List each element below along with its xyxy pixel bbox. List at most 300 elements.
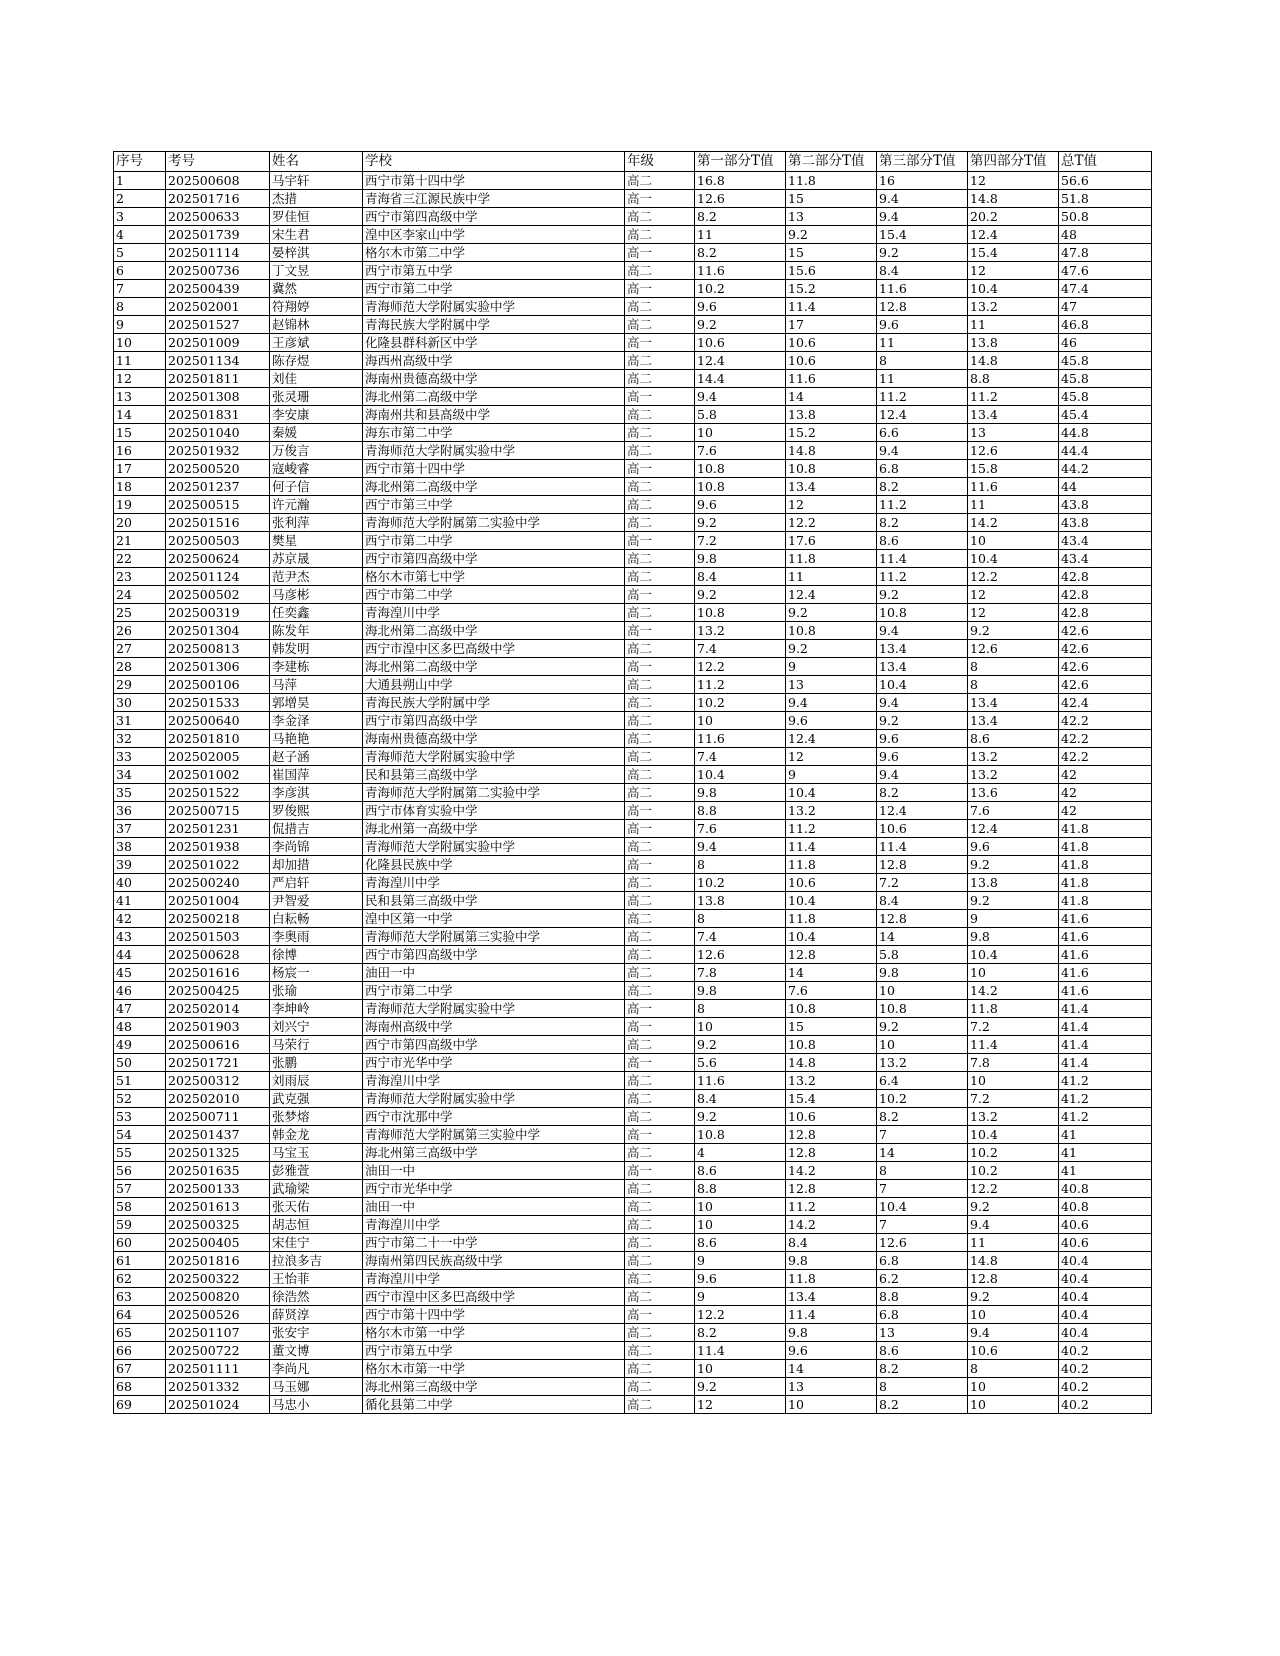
cell-total-t: 41.8 bbox=[1059, 820, 1152, 838]
cell-name: 李金泽 bbox=[270, 712, 363, 730]
cell-grade: 高一 bbox=[625, 820, 695, 838]
cell-exam-no: 202500813 bbox=[166, 640, 270, 658]
cell-grade: 高一 bbox=[625, 388, 695, 406]
cell-total-t: 41.4 bbox=[1059, 1036, 1152, 1054]
cell-seq: 53 bbox=[114, 1108, 166, 1126]
cell-grade: 高二 bbox=[625, 1324, 695, 1342]
cell-part3-t: 9.4 bbox=[877, 622, 968, 640]
cell-seq: 7 bbox=[114, 280, 166, 298]
cell-school: 格尔木市第二中学 bbox=[363, 244, 625, 262]
table-row bbox=[114, 1108, 1152, 1126]
table-row bbox=[114, 172, 1152, 190]
cell-school: 海南州贵德高级中学 bbox=[363, 370, 625, 388]
cell-part3-t: 6.6 bbox=[877, 424, 968, 442]
cell-grade: 高二 bbox=[625, 946, 695, 964]
cell-part1-t: 13.2 bbox=[695, 622, 786, 640]
cell-grade: 高二 bbox=[625, 424, 695, 442]
cell-part3-t: 11.2 bbox=[877, 388, 968, 406]
cell-part4-t: 12.4 bbox=[968, 226, 1059, 244]
cell-part3-t: 16 bbox=[877, 172, 968, 190]
table-row bbox=[114, 1324, 1152, 1342]
cell-total-t: 43.4 bbox=[1059, 550, 1152, 568]
table-row bbox=[114, 766, 1152, 784]
cell-school: 西宁市第二中学 bbox=[363, 280, 625, 298]
cell-part1-t: 4 bbox=[695, 1144, 786, 1162]
cell-part3-t: 7 bbox=[877, 1216, 968, 1234]
cell-part1-t: 9.6 bbox=[695, 298, 786, 316]
cell-name: 晏梓淇 bbox=[270, 244, 363, 262]
cell-seq: 32 bbox=[114, 730, 166, 748]
cell-part1-t: 8.2 bbox=[695, 208, 786, 226]
cell-part1-t: 9.4 bbox=[695, 838, 786, 856]
cell-part2-t: 11.4 bbox=[786, 1306, 877, 1324]
cell-part3-t: 11.2 bbox=[877, 496, 968, 514]
cell-exam-no: 202501932 bbox=[166, 442, 270, 460]
cell-part4-t: 9.2 bbox=[968, 622, 1059, 640]
cell-exam-no: 202500722 bbox=[166, 1342, 270, 1360]
cell-seq: 55 bbox=[114, 1144, 166, 1162]
cell-grade: 高二 bbox=[625, 1288, 695, 1306]
cell-part3-t: 9.6 bbox=[877, 316, 968, 334]
table-row bbox=[114, 730, 1152, 748]
table-row bbox=[114, 1072, 1152, 1090]
cell-part4-t: 13.8 bbox=[968, 874, 1059, 892]
cell-part4-t: 13.2 bbox=[968, 298, 1059, 316]
cell-part3-t: 9.6 bbox=[877, 748, 968, 766]
cell-exam-no: 202501739 bbox=[166, 226, 270, 244]
cell-part4-t: 14.8 bbox=[968, 190, 1059, 208]
cell-grade: 高二 bbox=[625, 874, 695, 892]
cell-total-t: 41.6 bbox=[1059, 910, 1152, 928]
cell-school: 西宁市光华中学 bbox=[363, 1054, 625, 1072]
cell-part3-t: 12.4 bbox=[877, 802, 968, 820]
cell-seq: 24 bbox=[114, 586, 166, 604]
cell-seq: 45 bbox=[114, 964, 166, 982]
cell-school: 西宁市第二中学 bbox=[363, 982, 625, 1000]
cell-part1-t: 11.6 bbox=[695, 262, 786, 280]
table-row bbox=[114, 370, 1152, 388]
cell-part2-t: 12.8 bbox=[786, 1126, 877, 1144]
cell-school: 西宁市第三中学 bbox=[363, 496, 625, 514]
table-row bbox=[114, 802, 1152, 820]
header-row bbox=[114, 152, 1152, 172]
cell-grade: 高二 bbox=[625, 748, 695, 766]
cell-exam-no: 202500608 bbox=[166, 172, 270, 190]
cell-total-t: 47.8 bbox=[1059, 244, 1152, 262]
cell-name: 马彦彬 bbox=[270, 586, 363, 604]
cell-part2-t: 10.6 bbox=[786, 874, 877, 892]
cell-part1-t: 8 bbox=[695, 910, 786, 928]
column-header-part3-t: 第三部分T值 bbox=[877, 152, 968, 172]
cell-part3-t: 8 bbox=[877, 352, 968, 370]
cell-grade: 高一 bbox=[625, 532, 695, 550]
cell-part2-t: 12.4 bbox=[786, 586, 877, 604]
cell-part1-t: 16.8 bbox=[695, 172, 786, 190]
cell-seq: 49 bbox=[114, 1036, 166, 1054]
cell-total-t: 50.8 bbox=[1059, 208, 1152, 226]
cell-part4-t: 8 bbox=[968, 676, 1059, 694]
cell-exam-no: 202501616 bbox=[166, 964, 270, 982]
cell-total-t: 44.4 bbox=[1059, 442, 1152, 460]
cell-part4-t: 12 bbox=[968, 586, 1059, 604]
cell-part1-t: 9.8 bbox=[695, 784, 786, 802]
cell-name: 马忠小 bbox=[270, 1396, 363, 1414]
cell-name: 张安宇 bbox=[270, 1324, 363, 1342]
cell-part4-t: 10 bbox=[968, 1306, 1059, 1324]
cell-seq: 42 bbox=[114, 910, 166, 928]
cell-grade: 高二 bbox=[625, 982, 695, 1000]
table-row bbox=[114, 1018, 1152, 1036]
cell-part2-t: 13 bbox=[786, 1378, 877, 1396]
cell-seq: 22 bbox=[114, 550, 166, 568]
cell-part2-t: 10.6 bbox=[786, 1108, 877, 1126]
cell-school: 海北州第二高级中学 bbox=[363, 622, 625, 640]
cell-seq: 13 bbox=[114, 388, 166, 406]
cell-part3-t: 13.4 bbox=[877, 640, 968, 658]
cell-part4-t: 14.8 bbox=[968, 1252, 1059, 1270]
cell-total-t: 40.6 bbox=[1059, 1234, 1152, 1252]
cell-part1-t: 9.8 bbox=[695, 550, 786, 568]
cell-total-t: 41.4 bbox=[1059, 1054, 1152, 1072]
cell-exam-no: 202501613 bbox=[166, 1198, 270, 1216]
cell-part4-t: 9.6 bbox=[968, 838, 1059, 856]
cell-part2-t: 9.6 bbox=[786, 1342, 877, 1360]
cell-part1-t: 11.4 bbox=[695, 1342, 786, 1360]
cell-school: 循化县第二中学 bbox=[363, 1396, 625, 1414]
cell-part4-t: 13.6 bbox=[968, 784, 1059, 802]
cell-part2-t: 11 bbox=[786, 568, 877, 586]
cell-part2-t: 14.2 bbox=[786, 1162, 877, 1180]
cell-part2-t: 11.2 bbox=[786, 820, 877, 838]
cell-school: 青海省三江源民族中学 bbox=[363, 190, 625, 208]
cell-part3-t: 11.6 bbox=[877, 280, 968, 298]
cell-part1-t: 8.4 bbox=[695, 568, 786, 586]
cell-name: 薛贤淳 bbox=[270, 1306, 363, 1324]
cell-grade: 高二 bbox=[625, 1180, 695, 1198]
cell-part1-t: 10.8 bbox=[695, 604, 786, 622]
cell-grade: 高二 bbox=[625, 604, 695, 622]
cell-school: 化隆县群科新区中学 bbox=[363, 334, 625, 352]
cell-part3-t: 14 bbox=[877, 1144, 968, 1162]
cell-total-t: 42.8 bbox=[1059, 586, 1152, 604]
cell-part4-t: 13.8 bbox=[968, 334, 1059, 352]
cell-part1-t: 7.8 bbox=[695, 964, 786, 982]
cell-part2-t: 17 bbox=[786, 316, 877, 334]
cell-exam-no: 202501903 bbox=[166, 1018, 270, 1036]
cell-exam-no: 202501437 bbox=[166, 1126, 270, 1144]
cell-part3-t: 14 bbox=[877, 928, 968, 946]
cell-exam-no: 202500526 bbox=[166, 1306, 270, 1324]
cell-part3-t: 9.4 bbox=[877, 190, 968, 208]
table-row bbox=[114, 1270, 1152, 1288]
cell-name: 刘兴宁 bbox=[270, 1018, 363, 1036]
cell-name: 白耘畅 bbox=[270, 910, 363, 928]
cell-grade: 高二 bbox=[625, 406, 695, 424]
cell-seq: 3 bbox=[114, 208, 166, 226]
cell-part3-t: 12.8 bbox=[877, 856, 968, 874]
cell-part1-t: 14.4 bbox=[695, 370, 786, 388]
cell-exam-no: 202501111 bbox=[166, 1360, 270, 1378]
cell-exam-no: 202500736 bbox=[166, 262, 270, 280]
cell-part2-t: 7.6 bbox=[786, 982, 877, 1000]
cell-name: 却加措 bbox=[270, 856, 363, 874]
table-row bbox=[114, 1198, 1152, 1216]
cell-grade: 高二 bbox=[625, 910, 695, 928]
cell-total-t: 41.2 bbox=[1059, 1072, 1152, 1090]
cell-part1-t: 9.2 bbox=[695, 586, 786, 604]
column-header-seq: 序号 bbox=[114, 152, 166, 172]
cell-total-t: 41.8 bbox=[1059, 892, 1152, 910]
cell-seq: 26 bbox=[114, 622, 166, 640]
cell-school: 西宁市沈那中学 bbox=[363, 1108, 625, 1126]
cell-part2-t: 11.8 bbox=[786, 550, 877, 568]
cell-total-t: 47 bbox=[1059, 298, 1152, 316]
cell-total-t: 41.4 bbox=[1059, 1018, 1152, 1036]
cell-school: 青海师范大学附属实验中学 bbox=[363, 748, 625, 766]
cell-name: 罗俊熙 bbox=[270, 802, 363, 820]
cell-seq: 2 bbox=[114, 190, 166, 208]
cell-school: 西宁市第四高级中学 bbox=[363, 208, 625, 226]
cell-part2-t: 12 bbox=[786, 496, 877, 514]
cell-grade: 高二 bbox=[625, 892, 695, 910]
cell-school: 油田一中 bbox=[363, 1162, 625, 1180]
cell-grade: 高二 bbox=[625, 694, 695, 712]
cell-grade: 高一 bbox=[625, 1018, 695, 1036]
cell-grade: 高二 bbox=[625, 568, 695, 586]
cell-part2-t: 13.8 bbox=[786, 406, 877, 424]
cell-part4-t: 14.2 bbox=[968, 514, 1059, 532]
cell-grade: 高二 bbox=[625, 352, 695, 370]
table-row bbox=[114, 244, 1152, 262]
cell-grade: 高二 bbox=[625, 1342, 695, 1360]
cell-part4-t: 12.6 bbox=[968, 442, 1059, 460]
cell-part2-t: 11.8 bbox=[786, 910, 877, 928]
cell-seq: 4 bbox=[114, 226, 166, 244]
cell-total-t: 45.8 bbox=[1059, 388, 1152, 406]
cell-part4-t: 20.2 bbox=[968, 208, 1059, 226]
cell-part2-t: 14.8 bbox=[786, 442, 877, 460]
cell-name: 刘雨辰 bbox=[270, 1072, 363, 1090]
cell-seq: 31 bbox=[114, 712, 166, 730]
cell-part2-t: 12 bbox=[786, 748, 877, 766]
cell-part2-t: 10.6 bbox=[786, 352, 877, 370]
cell-school: 大通县朔山中学 bbox=[363, 676, 625, 694]
cell-part4-t: 12 bbox=[968, 262, 1059, 280]
cell-part3-t: 11 bbox=[877, 334, 968, 352]
cell-school: 青海师范大学附属实验中学 bbox=[363, 442, 625, 460]
cell-seq: 58 bbox=[114, 1198, 166, 1216]
cell-grade: 高二 bbox=[625, 1198, 695, 1216]
cell-seq: 54 bbox=[114, 1126, 166, 1144]
cell-part1-t: 12.2 bbox=[695, 658, 786, 676]
cell-part4-t: 9.4 bbox=[968, 1216, 1059, 1234]
cell-part3-t: 8 bbox=[877, 1378, 968, 1396]
cell-part4-t: 15.4 bbox=[968, 244, 1059, 262]
table-row bbox=[114, 748, 1152, 766]
cell-part3-t: 8.2 bbox=[877, 1396, 968, 1414]
cell-part1-t: 8 bbox=[695, 1000, 786, 1018]
cell-total-t: 40.2 bbox=[1059, 1360, 1152, 1378]
cell-school: 青海湟川中学 bbox=[363, 1216, 625, 1234]
cell-school: 青海师范大学附属实验中学 bbox=[363, 1000, 625, 1018]
cell-total-t: 40.6 bbox=[1059, 1216, 1152, 1234]
cell-grade: 高一 bbox=[625, 334, 695, 352]
column-header-exam-no: 考号 bbox=[166, 152, 270, 172]
cell-seq: 62 bbox=[114, 1270, 166, 1288]
table-row bbox=[114, 1378, 1152, 1396]
cell-part4-t: 13.2 bbox=[968, 766, 1059, 784]
cell-part2-t: 15 bbox=[786, 244, 877, 262]
cell-seq: 33 bbox=[114, 748, 166, 766]
cell-grade: 高二 bbox=[625, 316, 695, 334]
cell-part2-t: 15.2 bbox=[786, 424, 877, 442]
cell-exam-no: 202500502 bbox=[166, 586, 270, 604]
cell-part4-t: 9.2 bbox=[968, 1288, 1059, 1306]
cell-part4-t: 9.2 bbox=[968, 892, 1059, 910]
cell-school: 格尔木市第一中学 bbox=[363, 1324, 625, 1342]
table-row bbox=[114, 892, 1152, 910]
cell-part2-t: 11.8 bbox=[786, 856, 877, 874]
cell-part2-t: 12.8 bbox=[786, 1180, 877, 1198]
cell-exam-no: 202502005 bbox=[166, 748, 270, 766]
cell-school: 西宁市第十四中学 bbox=[363, 1306, 625, 1324]
cell-part2-t: 15.6 bbox=[786, 262, 877, 280]
cell-name: 张瑜 bbox=[270, 982, 363, 1000]
cell-exam-no: 202501237 bbox=[166, 478, 270, 496]
cell-part1-t: 7.6 bbox=[695, 442, 786, 460]
cell-name: 赵子涵 bbox=[270, 748, 363, 766]
cell-total-t: 41.6 bbox=[1059, 946, 1152, 964]
cell-part2-t: 8.4 bbox=[786, 1234, 877, 1252]
cell-part4-t: 14.8 bbox=[968, 352, 1059, 370]
table-row bbox=[114, 784, 1152, 802]
table-row bbox=[114, 280, 1152, 298]
cell-school: 西宁市第四高级中学 bbox=[363, 1036, 625, 1054]
cell-name: 李坤岭 bbox=[270, 1000, 363, 1018]
cell-grade: 高一 bbox=[625, 244, 695, 262]
cell-exam-no: 202502010 bbox=[166, 1090, 270, 1108]
cell-school: 西宁市光华中学 bbox=[363, 1180, 625, 1198]
cell-part1-t: 10 bbox=[695, 1198, 786, 1216]
cell-part2-t: 14.8 bbox=[786, 1054, 877, 1072]
cell-school: 西宁市第四高级中学 bbox=[363, 946, 625, 964]
cell-exam-no: 202500820 bbox=[166, 1288, 270, 1306]
cell-school: 海北州第二高级中学 bbox=[363, 658, 625, 676]
cell-part3-t: 8.2 bbox=[877, 1360, 968, 1378]
table-row bbox=[114, 622, 1152, 640]
cell-part2-t: 14 bbox=[786, 1360, 877, 1378]
cell-part4-t: 10.4 bbox=[968, 1126, 1059, 1144]
cell-seq: 36 bbox=[114, 802, 166, 820]
cell-part2-t: 11.8 bbox=[786, 1270, 877, 1288]
cell-total-t: 40.4 bbox=[1059, 1288, 1152, 1306]
cell-name: 陈发年 bbox=[270, 622, 363, 640]
table-row bbox=[114, 478, 1152, 496]
table-row bbox=[114, 514, 1152, 532]
cell-part1-t: 10 bbox=[695, 1018, 786, 1036]
cell-part1-t: 10.8 bbox=[695, 478, 786, 496]
cell-part4-t: 12.2 bbox=[968, 1180, 1059, 1198]
cell-grade: 高二 bbox=[625, 496, 695, 514]
cell-total-t: 46.8 bbox=[1059, 316, 1152, 334]
cell-part3-t: 6.8 bbox=[877, 460, 968, 478]
cell-name: 侃措吉 bbox=[270, 820, 363, 838]
cell-part4-t: 10.2 bbox=[968, 1144, 1059, 1162]
cell-name: 许元瀚 bbox=[270, 496, 363, 514]
table-row bbox=[114, 1288, 1152, 1306]
cell-part3-t: 7 bbox=[877, 1126, 968, 1144]
cell-part1-t: 12.6 bbox=[695, 946, 786, 964]
table-row bbox=[114, 1090, 1152, 1108]
cell-exam-no: 202500715 bbox=[166, 802, 270, 820]
cell-part4-t: 12.6 bbox=[968, 640, 1059, 658]
cell-part1-t: 10.4 bbox=[695, 766, 786, 784]
cell-grade: 高二 bbox=[625, 514, 695, 532]
cell-grade: 高二 bbox=[625, 298, 695, 316]
cell-part2-t: 11.6 bbox=[786, 370, 877, 388]
cell-part4-t: 7.2 bbox=[968, 1018, 1059, 1036]
cell-school: 民和县第三高级中学 bbox=[363, 766, 625, 784]
cell-school: 油田一中 bbox=[363, 964, 625, 982]
cell-part1-t: 9.2 bbox=[695, 514, 786, 532]
cell-total-t: 41.6 bbox=[1059, 964, 1152, 982]
table-row bbox=[114, 1306, 1152, 1324]
cell-school: 海北州第二高级中学 bbox=[363, 388, 625, 406]
cell-grade: 高二 bbox=[625, 1072, 695, 1090]
cell-exam-no: 202500503 bbox=[166, 532, 270, 550]
cell-part3-t: 8.6 bbox=[877, 1342, 968, 1360]
score-table bbox=[113, 151, 1152, 1414]
cell-part3-t: 9.2 bbox=[877, 244, 968, 262]
cell-exam-no: 202501325 bbox=[166, 1144, 270, 1162]
cell-grade: 高一 bbox=[625, 1054, 695, 1072]
table-row bbox=[114, 1396, 1152, 1414]
cell-total-t: 40.2 bbox=[1059, 1342, 1152, 1360]
cell-part4-t: 10 bbox=[968, 1378, 1059, 1396]
cell-part4-t: 8 bbox=[968, 658, 1059, 676]
cell-part1-t: 9.2 bbox=[695, 1108, 786, 1126]
cell-school: 湟中区第一中学 bbox=[363, 910, 625, 928]
cell-exam-no: 202501304 bbox=[166, 622, 270, 640]
table-row bbox=[114, 460, 1152, 478]
cell-part3-t: 9.2 bbox=[877, 586, 968, 604]
cell-part2-t: 13.2 bbox=[786, 1072, 877, 1090]
cell-part2-t: 9.2 bbox=[786, 226, 877, 244]
cell-name: 马宇轩 bbox=[270, 172, 363, 190]
cell-part2-t: 13 bbox=[786, 676, 877, 694]
cell-name: 罗佳恒 bbox=[270, 208, 363, 226]
cell-total-t: 41.8 bbox=[1059, 856, 1152, 874]
cell-name: 宋佳宁 bbox=[270, 1234, 363, 1252]
table-row bbox=[114, 190, 1152, 208]
cell-total-t: 44.2 bbox=[1059, 460, 1152, 478]
cell-part1-t: 9 bbox=[695, 1252, 786, 1270]
table-row bbox=[114, 694, 1152, 712]
cell-name: 万俊言 bbox=[270, 442, 363, 460]
cell-part3-t: 8.4 bbox=[877, 892, 968, 910]
cell-part2-t: 15 bbox=[786, 190, 877, 208]
cell-part2-t: 14 bbox=[786, 388, 877, 406]
cell-grade: 高一 bbox=[625, 586, 695, 604]
cell-grade: 高二 bbox=[625, 1396, 695, 1414]
cell-part3-t: 6.8 bbox=[877, 1252, 968, 1270]
cell-part1-t: 5.8 bbox=[695, 406, 786, 424]
cell-total-t: 46 bbox=[1059, 334, 1152, 352]
cell-school: 西宁市第二中学 bbox=[363, 532, 625, 550]
cell-total-t: 44.8 bbox=[1059, 424, 1152, 442]
cell-part1-t: 12.6 bbox=[695, 190, 786, 208]
cell-part1-t: 13.8 bbox=[695, 892, 786, 910]
